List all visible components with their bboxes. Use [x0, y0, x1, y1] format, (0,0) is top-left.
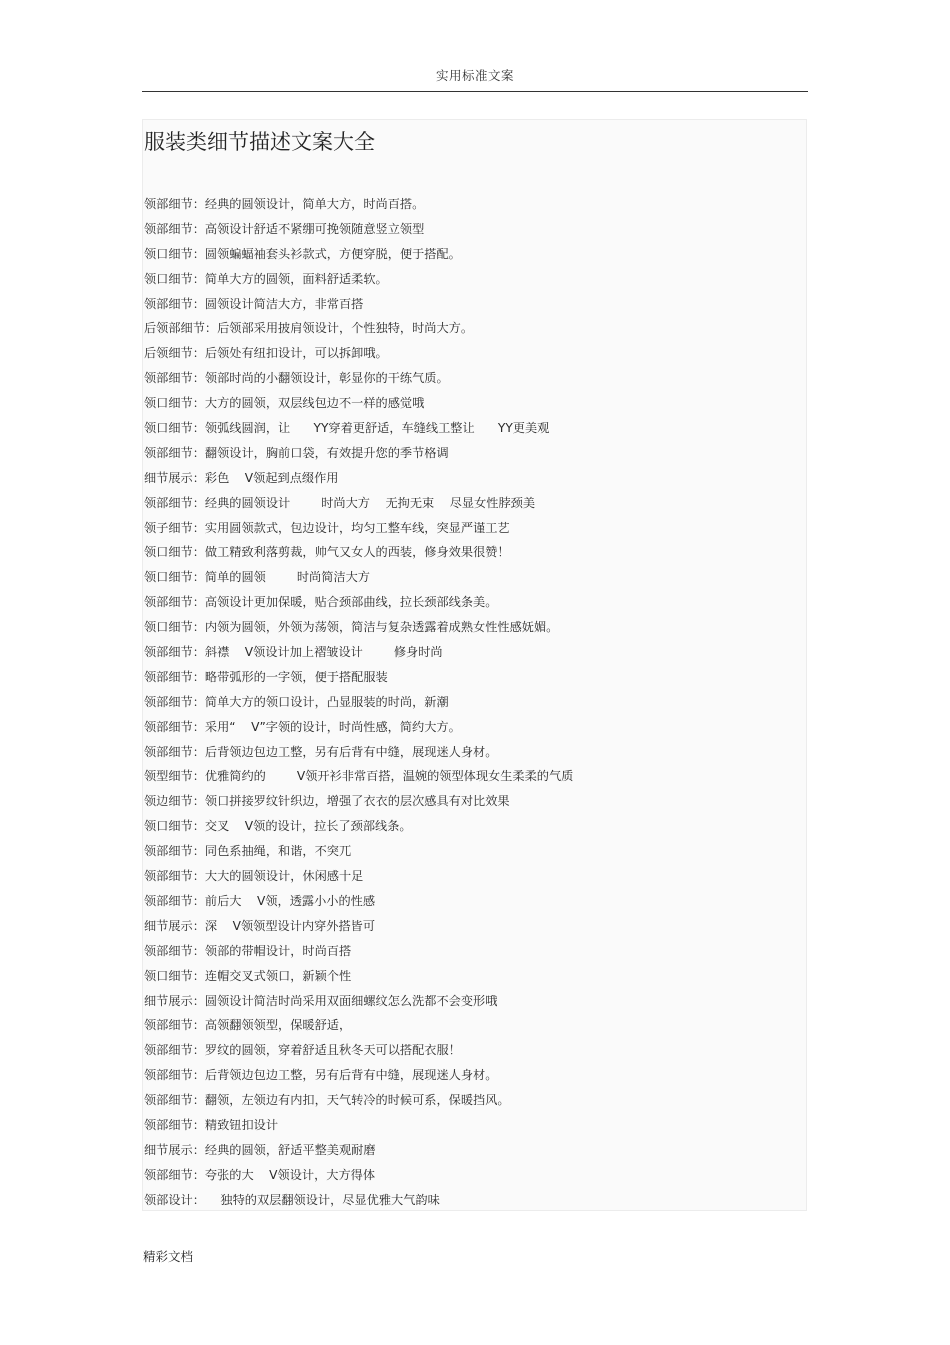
detail-line: 领部细节：翻领，左领边有内扣，天气转冷的时候可系，保暖挡风。 — [144, 1093, 510, 1108]
detail-line: 领部细节：采用“ V”字领的设计，时尚性感，简约大方。 — [144, 719, 461, 734]
detail-line: 领口细节：连帽交叉式领口，新颖个性 — [144, 968, 352, 983]
detail-line: 领子细节：实用圆领款式，包边设计，均匀工整车线，突显严谨工艺 — [144, 520, 510, 535]
detail-line: 领口细节：圆领蝙蝠袖套头衫款式，方便穿脱，便于搭配。 — [144, 246, 461, 261]
detail-line: 细节展示：经典的圆领，舒适平整美观耐磨 — [144, 1142, 376, 1157]
detail-line: 领部细节：精致钮扣设计 — [144, 1117, 279, 1132]
detail-line: 领部细节：圆领设计简洁大方，非常百搭 — [144, 296, 364, 311]
detail-line: 领部细节：大大的圆领设计，休闲感十足 — [144, 869, 364, 884]
detail-line: 领部细节：后背领边包边工整，另有后背有中缝，展现迷人身材。 — [144, 1068, 498, 1083]
detail-line: 领部细节：经典的圆领设计，简单大方，时尚百搭。 — [144, 197, 425, 211]
detail-line: 领部细节：翻领设计，胸前口袋，有效提升您的季节格调 — [144, 445, 449, 460]
detail-line: 领部细节：领部的带帽设计，时尚百搭 — [144, 943, 352, 958]
detail-line: 领口细节：大方的圆领，双层线包边不一样的感觉哦 — [144, 396, 425, 411]
detail-line: 领口细节：领弧线圆润，让 YY穿着更舒适，车缝线工整让 YY更美观 — [144, 421, 550, 436]
detail-line: 后领细节：后领处有纽扣设计，可以拆卸哦。 — [144, 346, 388, 361]
detail-line: 领部细节：经典的圆领设计 时尚大方 无拘无束 尽显女性脖颈美 — [144, 495, 536, 510]
detail-line: 领部细节：高领设计舒适不紧绷可挽领随意竖立领型 — [144, 221, 425, 236]
detail-line: 领部细节：罗纹的圆领，穿着舒适且秋冬天可以搭配衣服！ — [144, 1043, 461, 1058]
detail-line: 领部细节：领部时尚的小翻领设计，彰显你的干练气质。 — [144, 371, 449, 386]
detail-line: 领部细节：高领翻领领型，保暖舒适， — [144, 1018, 352, 1033]
detail-line: 领部细节：简单大方的领口设计，凸显服装的时尚，新潮 — [144, 694, 449, 709]
detail-line: 领部细节：略带弧形的一字领，便于搭配服装 — [144, 669, 388, 684]
detail-line: 细节展示：圆领设计简洁时尚采用双面细螺纹怎么洗都不会变形哦 — [144, 993, 498, 1008]
detail-lines — [144, 192, 573, 1211]
detail-line: 领口细节：简单的圆领 时尚简洁大方 — [144, 570, 370, 585]
content-box — [142, 119, 807, 1211]
detail-line: 领口细节：做工精致利落剪裁，帅气又女人的西装，修身效果很赞！ — [144, 545, 510, 560]
detail-line: 领部细节：同色系抽绳，和谐，不突兀 — [144, 844, 352, 859]
page-header: 实用标准文案 — [435, 68, 514, 83]
detail-line: 领口细节：内领为圆领，外领为荡领，简洁与复杂透露着成熟女性性感妩媚。 — [144, 620, 559, 635]
header-divider — [142, 91, 808, 92]
page-footer: 精彩文档 — [143, 1249, 194, 1264]
detail-line: 细节展示：深 V领领型设计内穿外搭皆可 — [144, 918, 376, 933]
detail-line: 领部细节：后背领边包边工整，另有后背有中缝，展现迷人身材。 — [144, 744, 498, 759]
detail-line: 领口细节：交叉 V领的设计，拉长了颈部线条。 — [144, 819, 412, 834]
detail-line: 领部细节：夸张的大 V领设计，大方得体 — [144, 1167, 376, 1182]
detail-line: 领部细节：前后大 V领，透露小小的性感 — [144, 893, 376, 908]
detail-line: 领部设计： 独特的双层翻领设计，尽显优雅大气韵味 — [144, 1192, 440, 1207]
detail-line: 领口细节：简单大方的圆领，面料舒适柔软。 — [144, 271, 388, 286]
detail-line: 领型细节：优雅简约的 V领开衫非常百搭，温婉的领型体现女生柔柔的气质 — [144, 769, 574, 784]
detail-line: 后领部细节：后领部采用披肩领设计，个性独特，时尚大方。 — [144, 321, 474, 336]
detail-line: 领部细节：斜襟 V领设计加上褶皱设计 修身时尚 — [144, 645, 443, 660]
document-title: 服装类细节描述文案大全 — [144, 130, 375, 154]
detail-line: 领边细节：领口拼接罗纹针织边，增强了衣衣的层次感具有对比效果 — [144, 794, 510, 809]
detail-line: 细节展示：彩色 V领起到点缀作用 — [144, 470, 339, 485]
detail-line: 领部细节：高领设计更加保暖，贴合颈部曲线，拉长颈部线条美。 — [144, 595, 498, 610]
